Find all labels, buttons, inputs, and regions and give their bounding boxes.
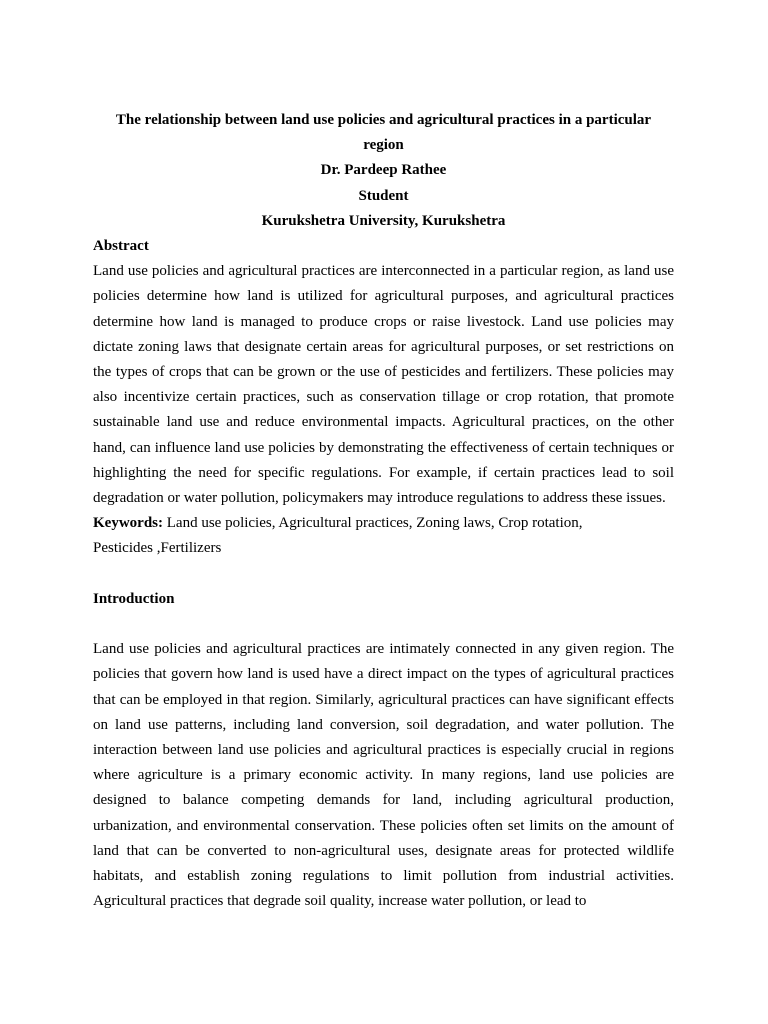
paper-title: The relationship between land use policies and agricultural practices in a particular region (115, 112, 652, 154)
document-page (93, 108, 674, 914)
keywords-list: Land use policies, Agricultural practices, Zoning laws, Crop rotation, (163, 515, 583, 532)
abstract-heading: Abstract (93, 238, 149, 255)
author-role: Student (358, 187, 409, 204)
spacer (93, 562, 674, 587)
spacer (93, 612, 674, 637)
keywords-line-2: Pesticides ,Fertilizers (93, 540, 222, 557)
author-affiliation: Kurukshetra University, Kurukshetra (261, 212, 506, 229)
keywords-line (93, 511, 674, 536)
introduction-heading: Introduction (93, 590, 175, 607)
keywords-label: Keywords: (93, 515, 163, 532)
title-block (93, 108, 674, 234)
introduction-text: Land use policies and agricultural practices are intimately connected in any given region. The policies that govern how land is used have a direct impact on the types of agricultural practices that can be employed in that region. Similarly, agricultural practices can have significant effects on land use patterns, including land conversion, soil degradation, and water pollution. The interaction between land use policies and agricultural practices is especially crucial in regions where agriculture is a primary economic activity. In many regions, land use policies are designed to balance competing demands for land, including agricultural production, urbanization, and environmental conservation. These policies often set limits on the amount of land that can be converted to non-agricultural uses, designate areas for protected wildlife habitats, and establish zoning regulations to limit pollution from industrial activities. Agricultural practices that degrade soil quality, increase water pollution, or lead to (93, 641, 674, 910)
author-name: Dr. Pardeep Rathee (320, 162, 447, 179)
abstract-text: Land use policies and agricultural practices are interconnected in a particular region, as land use policies determine how land is utilized for agricultural purposes, and agricultural practices determine how land is managed to produce crops or raise livestock. Land use policies may dictate zoning laws that designate certain areas for agricultural purposes, or set restrictions on the types of crops that can be grown or the use of pesticides and fertilizers. These policies may also incentivize certain practices, such as conservation tillage or crop rotation, that promote sustainable land use and reduce environmental impacts. Agricultural practices, on the other hand, can influence land use policies by demonstrating the effectiveness of certain techniques or highlighting the need for specific regulations. For example, if certain practices lead to soil degradation or water pollution, policymakers may introduce regulations to address these issues. (93, 263, 674, 507)
